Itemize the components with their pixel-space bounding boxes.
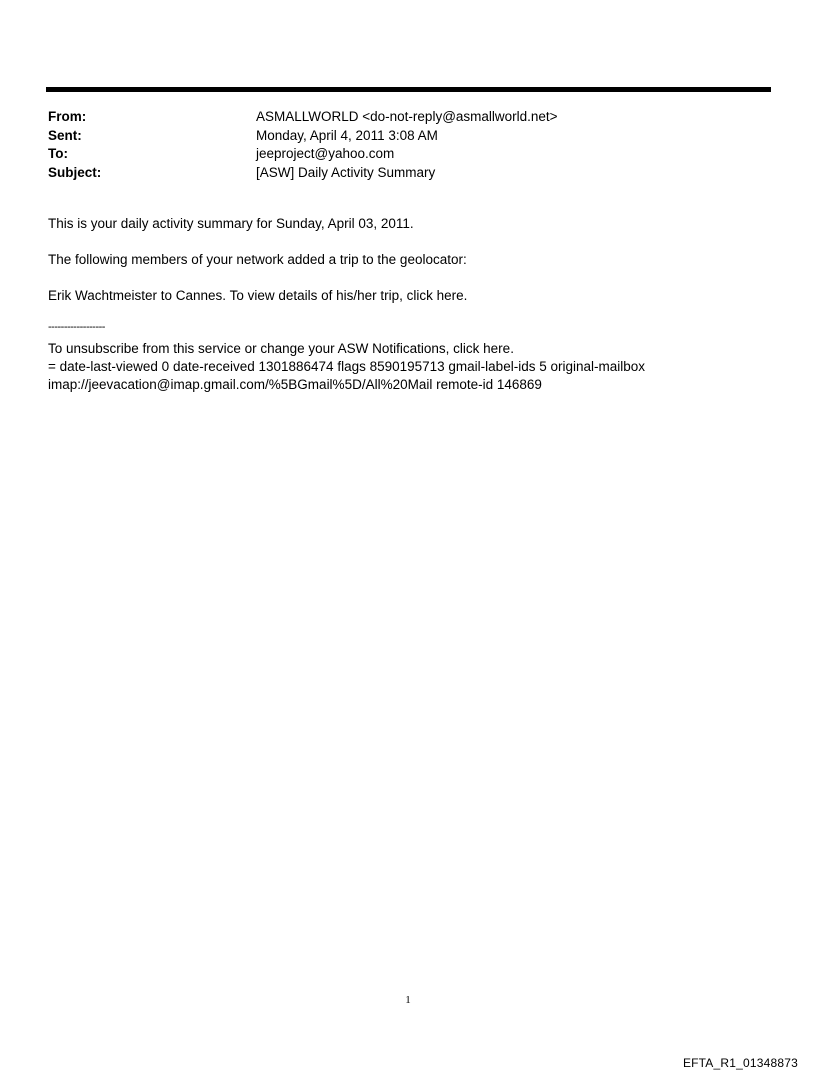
unsubscribe-line: To unsubscribe from this service or change your ASW Notifications, click here. [48,341,514,356]
trip-line: Erik Wachtmeister to Cannes. To view details of his/her trip, click here. [48,288,468,303]
to-label: To: [48,146,68,161]
sent-row [48,127,768,146]
sent-label: Sent: [48,127,82,143]
separator-line: ------------------ [48,321,105,333]
members-line: The following members of your network added a trip to the geolocator: [48,252,467,267]
sent-value: Monday, April 4, 2011 3:08 AM [256,127,438,143]
subject-row [48,164,768,183]
header-rule [46,87,771,92]
email-header [48,108,768,182]
document-id: EFTA_R1_01348873 [682,1056,798,1070]
from-row [48,108,768,127]
from-value: ASMALLWORLD <do-not-reply@asmallworld.net> [256,109,558,124]
metadata-line-2: imap://jeevacation@imap.gmail.com/%5BGmail%5D/All%20Mail remote-id 146869 [48,377,542,392]
to-value: jeeproject@yahoo.com [256,146,395,161]
subject-value: [ASW] Daily Activity Summary [256,164,436,180]
metadata-line-1: = date-last-viewed 0 date-received 1301886474 flags 8590195713 gmail-label-ids 5 original-mailbox [48,359,645,374]
summary-line: This is your daily activity summary for Sunday, April 03, 2011. [48,216,414,231]
to-row [48,145,768,164]
subject-label: Subject: [48,164,102,180]
page-number: 1 [405,994,411,1006]
from-label: From: [48,109,87,124]
